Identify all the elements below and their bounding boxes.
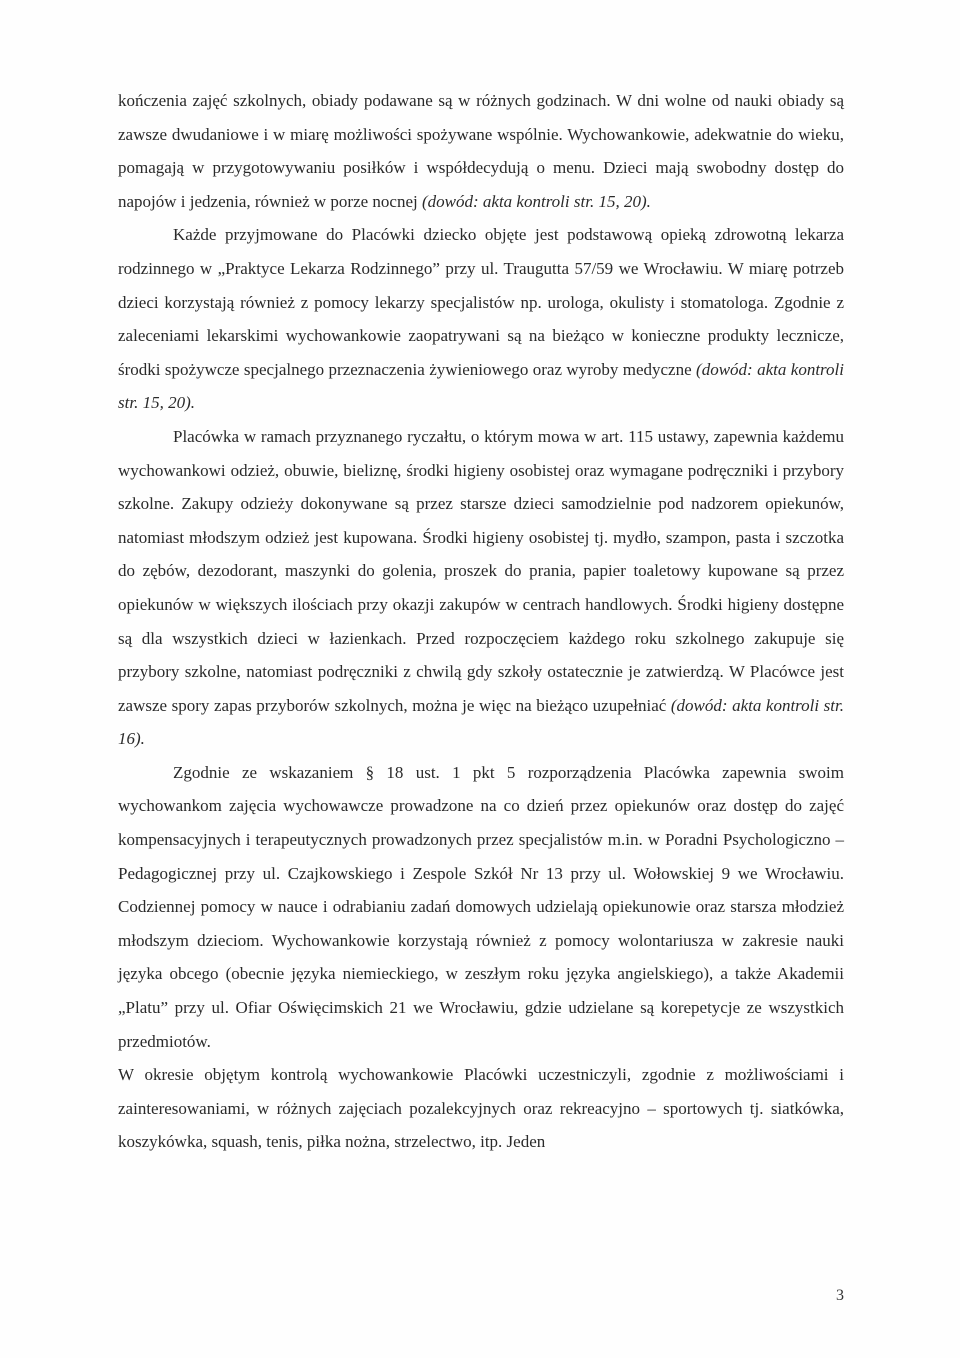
paragraph-4 <box>118 756 844 1058</box>
paragraph-text: Placówka w ramach przyznanego ryczałtu, o którym mowa w art. 115 ustawy, zapewnia każdemu wychowankowi odzież, obuwie, bieliznę, środki higieny osobistej oraz wymagane podręczniki i przybory szkolne. Zakupy odzieży dokonywane są przez starsze dzieci samodzielnie pod nadzorem opiekunów, natomiast młodszym odzież jest kupowana. Środki higieny osobistej tj. mydło, szampon, pasta i szczotka do zębów, dezodorant, maszynki do golenia, proszek do prania, papier toaletowy kupowane są przez opiekunów w większych ilościach przy okazji zakupów w centrach handlowych. Środki higieny dostępne są dla wszystkich dzieci w łazienkach. Przed rozpoczęciem każdego roku szkolnego zakupuje się przybory szkolne, natomiast podręczniki z chwilą gdy szkoły ostatecznie je zatwierdzą. W Placówce jest zawsze spory zapas przyborów szkolnych, można je więc na bieżąco uzupełniać <box>118 426 844 715</box>
evidence-citation: (dowód: akta kontroli str. 15, 20). <box>118 359 844 413</box>
paragraph-1 <box>118 84 844 218</box>
paragraph-5 <box>118 1058 844 1159</box>
paragraph-text: Zgodnie ze wskazaniem § 18 ust. 1 pkt 5 rozporządzenia Placówka zapewnia swoim wychowankom zajęcia wychowawcze prowadzone na co dzień przez opiekunów oraz dostęp do zajęć kompensacyjnych i terapeutycznych prowadzonych przez specjalistów m.in. w Poradni Psychologiczno – Pedagogicznej przy ul. Czajkowskiego i Zespole Szkół Nr 13 przy ul. Wołowskiej 9 we Wrocławiu. Codziennej pomocy w nauce i odrabianiu zadań domowych udzielają opiekunowie oraz starsza młodzież młodszym dzieciom. Wychowankowie korzystają również z pomocy wolontariusza w zakresie nauki języka obcego (obecnie języka niemieckiego, w zeszłym roku języka angielskiego), a także Akademii „Platu” przy ul. Ofiar Oświęcimskich 21 we Wrocławiu, gdzie udzielane są korepetycje ze wszystkich przedmiotów. <box>118 762 844 1051</box>
evidence-citation: (dowód: akta kontroli str. 16). <box>118 695 844 749</box>
body-text <box>118 84 844 1159</box>
paragraph-3 <box>118 420 844 756</box>
paragraph-2 <box>118 218 844 420</box>
paragraph-text: W okresie objętym kontrolą wychowankowie Placówki uczestniczyli, zgodnie z możliwościami i zainteresowaniami, w różnych zajęciach pozalekcyjnych oraz rekreacyjno – sportowych tj. siatkówka, koszykówka, squash, tenis, piłka nożna, strzelectwo, itp. Jeden <box>118 1065 844 1152</box>
paragraph-text: Każde przyjmowane do Placówki dziecko objęte jest podstawową opieką zdrowotną lekarza rodzinnego w „Praktyce Lekarza Rodzinnego” przy ul. Traugutta 57/59 we Wrocławiu. W miarę potrzeb dzieci korzystają również z pomocy lekarzy specjalistów np. urologa, okulisty i stomatologa. Zgodnie z zaleceniami lekarskimi wychowankowie zaopatrywani są na bieżąco w konieczne produkty lecznicze, środki spożywcze specjalnego przeznaczenia żywieniowego oraz wyroby medyczne <box>118 225 844 379</box>
evidence-citation: (dowód: akta kontroli str. 15, 20). <box>422 191 651 211</box>
paragraph-text: kończenia zajęć szkolnych, obiady podawane są w różnych godzinach. W dni wolne od nauki obiady są zawsze dwudaniowe i w miarę możliwości spożywane wspólnie. Wychowankowie, adekwatnie do wieku, pomagają w przygotowywaniu posiłków i współdecydują o menu. Dzieci mają swobodny dostęp do napojów i jedzenia, również w porze nocnej <box>118 91 844 211</box>
page-number: 3 <box>836 1287 844 1304</box>
